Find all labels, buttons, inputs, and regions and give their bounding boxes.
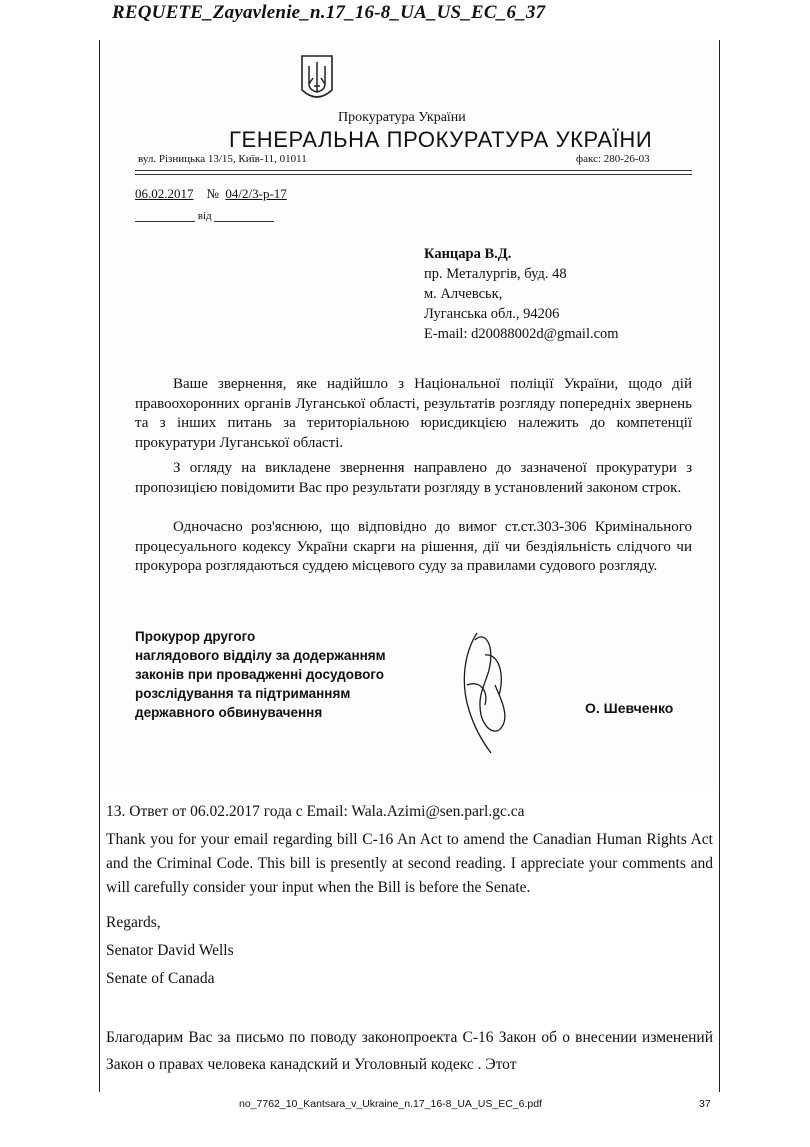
registration-number [135,186,287,202]
reg-no: 04/2/3-р-17 [225,186,287,201]
footer-filename: no_7762_10_Kantsara_v_Ukraine_n.17_16-8_UA_US_EC_6.pdf [239,1098,542,1110]
position-line: наглядового відділу за додержанням [135,648,386,663]
trident-emblem-icon [300,54,334,104]
letter-paragraph [135,518,692,577]
recipient-address: Луганська обл., 94206 [424,306,560,322]
signer-name: О. Шевченко [585,700,674,716]
page-number: 37 [699,1098,711,1110]
reg-no-label: № [206,186,219,201]
handwritten-signature [455,625,515,760]
letter-paragraph [135,459,692,498]
blank-field [135,221,195,222]
english-reply-paragraph: Thank you for your email regarding bill C-16 An Act to amend the Canadian Human Rights Act and the Criminal Code. This bill is presently at second reading. I appreciate your comments and will carefully consider your input when the Bill is before the Senate. [106,831,713,896]
regards-line: Regards, [106,914,161,931]
paragraph-text: Ваше звернення, яке надійшло з Національної поліції України, щодо дій правоохоронних органів Луганської області, результатів розгляду попередніх звернень та з інших питань за територіальною юрисдикцією належить до компетенції прокуратури Луганської області. [135,376,692,451]
recipient-name: Канцара В.Д. [424,246,512,262]
registration-ref [135,210,274,222]
position-line: законів при провадженні досудового [135,667,385,682]
letter-paragraph [135,375,692,453]
position-line: розслідування та підтриманням [135,686,351,701]
reg-date: 06.02.2017 [135,186,194,201]
paragraph-text: Одночасно роз'яснюю, що відповідно до вимог ст.ст.303-306 Кримінального процесуального кодексу України скарги на рішення, дії чи бездіяльність слідчого чи прокурора розглядаються суддею місцевого суду за правилами судового розгляду. [135,519,692,574]
recipient-block [424,244,619,344]
right-margin-line [719,40,720,1092]
paragraph-text: З огляду на викладене звернення направлено до зазначеної прокуратури з пропозицією повідомити Вас про результати розгляду в установлений законом строк. [135,460,692,496]
signer-position [135,627,386,722]
sender-org: Senate of Canada [106,970,215,987]
position-line: Прокурор другого [135,629,256,644]
russian-translation-paragraph: Благодарим Вас за письмо по поводу законопроекта С-16 Закон об о внесении изменений Закон о правах человека канадский и Уголовный кодекс . Этот [106,1029,713,1073]
org-subtitle: Прокуратура України [338,110,466,125]
blank-field [214,221,274,222]
org-fax: факс: 280-26-03 [576,153,650,165]
org-address: вул. Різницька 13/15, Київ-11, 01011 [138,153,307,165]
recipient-address: м. Алчевськ, [424,286,503,302]
document-header-title: REQUETE_Zayavlenie_n.17_16-8_UA_US_EC_6_37 [112,2,546,23]
reg-vid-label: від [197,210,212,222]
item-13-heading: 13. Ответ от 06.02.2017 года с Email: Wala.Azimi@sen.parl.gc.ca [106,803,525,820]
sender-name: Senator David Wells [106,942,234,959]
letterhead-rule [135,170,692,171]
recipient-address: пр. Металургів, буд. 48 [424,266,567,282]
position-line: державного обвинувачення [135,705,323,720]
recipient-email: E-mail: d20088002d@gmail.com [424,326,619,342]
letterhead-rule [135,174,692,175]
org-title: ГЕНЕРАЛЬНА ПРОКУРАТУРА УКРАЇНИ [229,127,653,152]
